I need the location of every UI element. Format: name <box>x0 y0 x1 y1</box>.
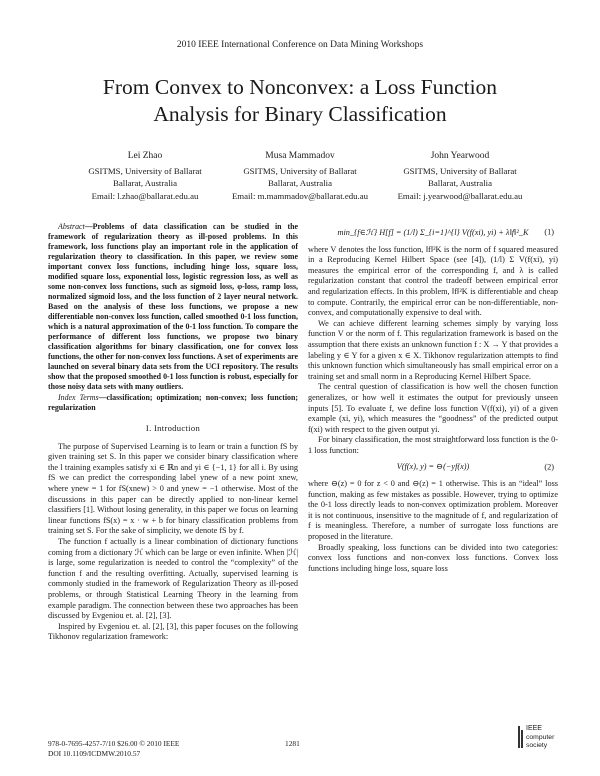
author-email: Email: m.mammadov@ballarat.edu.au <box>231 190 369 201</box>
author-name: Lei Zhao <box>127 151 163 161</box>
author-block <box>370 150 550 202</box>
author-location: Ballarat, Australia <box>267 178 332 189</box>
index-terms-text: —classification; optimization; non-convex; loss function; regularization <box>48 393 298 412</box>
author-affiliation: GSITMS, University of Ballarat <box>403 166 517 177</box>
author-email: Email: l.zhao@ballarat.edu.au <box>91 190 199 201</box>
index-terms <box>48 393 298 413</box>
equation-text: min_{f∈ℋ} H[f] = (1/l) Σ_{i=1}^{l} V(f(xi), yi) + λ‖f‖²_K <box>337 228 529 237</box>
author-affiliation: GSITMS, University of Ballarat <box>243 166 357 177</box>
title-line: From Convex to Nonconvex: a Loss Function <box>102 75 498 99</box>
index-terms-label: Index Terms <box>58 393 99 402</box>
author-email: Email: j.yearwood@ballarat.edu.au <box>397 190 523 201</box>
equation-text: V(f(x), y) = ⊖(−yf(x)) <box>396 462 470 472</box>
author-name: Musa Mammadov <box>265 151 335 161</box>
abstract-label: Abstract <box>58 222 85 231</box>
body-paragraph: Inspired by Evgeniou et. al. [2], [3], this paper focuses on the following Tikhonov regularization framework: <box>48 621 298 642</box>
logo-text: society <box>526 742 548 749</box>
logo-mark-icon <box>518 726 525 748</box>
author-location: Ballarat, Australia <box>112 178 177 189</box>
author-block <box>55 150 235 202</box>
body-paragraph: For binary classification, the most straightforward loss function is the 0-1 loss function: <box>308 435 558 455</box>
equation-1 <box>308 228 558 239</box>
body-paragraph: where ⊖(z) = 0 for z < 0 and ⊖(z) = 1 otherwise. This is an “ideal” loss function, making as few mistakes as possible. However, trying to optimize the 0-1 loss directly leads to non-convex optimization problem. Moreover it is not continuous, insensitive to the magnitude of f, and regularization of f is meaningless. Therefore, a number of surrogate loss functions are proposed in the literature. <box>308 479 558 542</box>
body-paragraph: Broadly speaking, loss functions can be divided into two categories: convex loss functions and non-convex loss functions. Convex loss functions including hinge loss, square loss <box>308 542 558 573</box>
body-paragraph: The central question of classification is how well the chosen function generalizes, or how well it estimates the output for previously unseen inputs [5]. To evaluate f, we define loss function V(f(xi), yi) of a given example (xi, yi), which measures the “goodness” of the predicted output f(xi) with respect to the given output yi. <box>308 382 558 434</box>
footer-info <box>48 739 179 758</box>
logo-text: computer <box>526 734 555 741</box>
footer-doi: DOI 10.1109/ICDMW.2010.57 <box>48 748 141 758</box>
author-block <box>210 150 390 202</box>
paper-title <box>40 74 560 128</box>
right-column <box>308 222 558 574</box>
equation-number: (1) <box>544 228 554 237</box>
equation-2 <box>308 462 558 473</box>
equation-number: (2) <box>544 462 554 472</box>
title-line: Analysis for Binary Classification <box>153 102 447 126</box>
footer-isbn: 978-0-7695-4257-7/10 $26.00 © 2010 IEEE <box>48 739 180 748</box>
conference-header: 2010 IEEE International Conference on Data Mining Workshops <box>176 40 424 50</box>
body-paragraph: We can achieve different learning schemes simply by varying loss function V or the norm of f. This regularization framework is based on the assumption that there exists an unknown function f : X → Y that provides a labeling y ∈ Y for a given x ∈ X. Tikhonov regularization attempts to find this unknown function which simultaneously has small empirical error on a training set and small norm in a Reproducing Kernel Hilbert Space. <box>308 318 558 381</box>
author-location: Ballarat, Australia <box>427 178 492 189</box>
logo-text: IEEE <box>526 725 542 732</box>
author-affiliation: GSITMS, University of Ballarat <box>88 166 202 177</box>
body-paragraph: The function f actually is a linear combination of dictionary functions coming from a dictionary ℋ which can be large or even infinite. When |ℋ| is large, some regularization is needed to control the “complexity” of the function f and the resulting overfitting. Actually, supervised learning is commonly studied in the framework of Regularization Theory as ill-posed problems, or through Statistical Learning Theory in the learning from example paradigm. The connection between these two approaches has been discussed by Evgeniou et. al. [2], [3]. <box>48 536 298 621</box>
author-name: John Yearwood <box>430 151 490 161</box>
body-paragraph: where V denotes the loss function, ‖f‖²K is the norm of f squared measured in a Reproducing Kernel Hilbert Space (see [4]), (1/l) Σ V(f(xi), yi) measures the empirical error of the corresponding f, and λ is called regularization constant that control the tradeoff between empirical error and regularization effects. In this problem, ‖f‖²K is differentiable and cheap to compute. Contrarily, the empirical error can be non-differentiable, non-convex, and computationally expensive to deal with. <box>308 244 558 318</box>
page-number: 1281 <box>285 739 300 748</box>
body-paragraph: The purpose of Supervised Learning is to learn or train a function fS by given training set S. In this paper we consider binary classification where the l training examples satisfy xi ∈ ℝn and yi ∈ {−1, 1} for all i. By using fS we can predict the corresponding label ynew of a new point xnew, where ynew = 1 for fS(xnew) > 0 and ynew = −1 otherwise. Most of the discussions in this paper can be directly applied to non-linear kernel classifiers [1]. Without losing generality, in this paper we focus on learning linear functions fS(x) = x · w + b for binary classification problems from training set S. For the sake of simplicity, we denote fS by f. <box>48 441 298 536</box>
section-heading: I. Introduction <box>145 423 201 433</box>
abstract <box>48 222 298 392</box>
abstract-text: —Problems of data classification can be studied in the framework of regularization theory as ill-posed problems. In this framework, loss functions play an important role in the application of regularization theory to classification. In this paper, we review some important convex loss functions, including hinge loss, square loss, modified square loss, exponential loss, logistic regression loss, as well as some non-convex loss functions, such as sigmoid loss, φ-loss, ramp loss, normalized sigmoid loss, and the loss function of 2 layer neural network. Based on the analysis of these loss functions, we propose a new differentiable non-convex loss function, called smoothed 0-1 loss function, which is a natural approximation of the 0-1 loss function. To compare the performance of different loss functions, we propose two binary classification algorithms for binary classification, one for convex loss functions, the other for non-convex loss functions. A set of experiments are launched on several binary data sets from the UCI repository. The results show that the proposed smoothed 0-1 loss function is robust, especially for those noisy data sets with many outliers. <box>48 222 298 391</box>
ieee-computer-society-logo <box>518 724 574 754</box>
left-column <box>48 222 298 643</box>
